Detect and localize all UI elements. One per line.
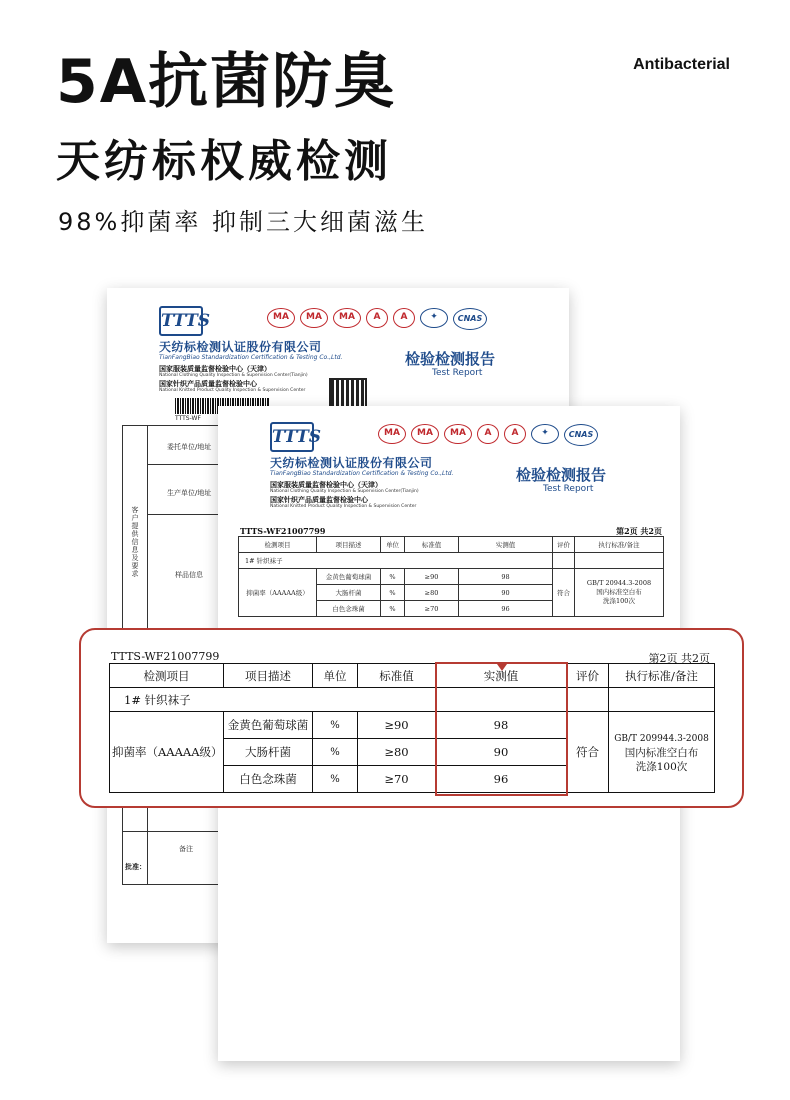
certification-marks — [378, 424, 598, 446]
cma-mark-icon: MA — [378, 424, 406, 444]
standard-cell: ≥80 — [405, 585, 459, 601]
center-name-2-en: National Knitted Product Quality Inspection & Supervision Center — [270, 504, 417, 509]
cnas-mark: CNAS — [453, 308, 487, 330]
standard-cell: ≥80 — [358, 739, 436, 766]
results-table-mini — [238, 536, 664, 617]
ilac-mark-icon: ✦ — [531, 424, 559, 444]
col-header: 评价 — [553, 537, 575, 553]
center-name-1-en: National Clothing Quality Inspection & Supervision Center(Tianjin) — [270, 489, 419, 494]
cma-mark-icon: MA — [444, 424, 472, 444]
measured-cell: 90 — [459, 585, 553, 601]
measured-cell: 98 — [436, 712, 567, 739]
standard-note-cell — [575, 569, 664, 617]
col-header: 检测项目 — [239, 537, 317, 553]
unit-cell: % — [381, 585, 405, 601]
report-title-en: Test Report — [543, 484, 594, 494]
company-name: 天纺标检测认证股份有限公司 — [159, 340, 322, 354]
unit-cell: % — [313, 766, 358, 793]
cal-mark-icon: A — [477, 424, 499, 444]
results-callout — [79, 628, 744, 808]
report-number: TTTS-WF21007799 — [240, 526, 326, 536]
unit-cell: % — [381, 569, 405, 585]
center-name-2-en: National Knitted Product Quality Inspection & Supervision Center — [159, 388, 306, 393]
col-header: 执行标准/备注 — [575, 537, 664, 553]
cma-mark-icon: MA — [411, 424, 439, 444]
measured-cell: 98 — [459, 569, 553, 585]
evaluation-cell: 符合 — [553, 569, 575, 617]
report-title: 检验检测报告 — [516, 466, 607, 484]
standard-cell: ≥70 — [358, 766, 436, 793]
col-header-measured: 实测值 — [436, 664, 567, 688]
sample-row: 1# 针织袜子 — [239, 553, 553, 569]
desc-cell: 大肠杆菌 — [224, 739, 313, 766]
col-header: 实测值 — [459, 537, 553, 553]
producer-row-label: 生产单位/地址 — [167, 489, 212, 497]
center-name-2: 国家针织产品质量监督检验中心 — [270, 496, 368, 504]
report-code-stub: TTTS-WF — [175, 415, 201, 422]
standard-wash: 洗涤100次 — [635, 760, 688, 773]
company-name: 天纺标检测认证股份有限公司 — [270, 456, 433, 470]
standard-cell: ≥90 — [358, 712, 436, 739]
results-table — [109, 663, 715, 793]
col-header: 项目描述 — [317, 537, 381, 553]
standard-blank: 国内标准空白布 — [624, 746, 699, 759]
page-indicator: 第2页 共2页 — [648, 652, 710, 665]
report-number: TTTS-WF21007799 — [111, 650, 220, 663]
standard-code: GB/T 209944.3-2008 — [614, 733, 709, 744]
page-title: 5A抗菌防臭 — [56, 47, 397, 117]
page-indicator: 第2页 共2页 — [616, 526, 662, 536]
col-header-unit: 单位 — [313, 664, 358, 688]
item-cell: 抑菌率（AAAAA级） — [239, 569, 317, 617]
standard-cell: ≥70 — [405, 601, 459, 617]
col-header-standard: 标准值 — [358, 664, 436, 688]
sample-row: 1# 针织袜子 — [110, 688, 567, 712]
ilac-mark-icon: ✦ — [420, 308, 448, 328]
desc-cell: 白色念珠菌 — [224, 766, 313, 793]
center-name-1-en: National Clothing Quality Inspection & Supervision Center(Tianjin) — [159, 373, 308, 378]
standard-blank: 国内标准空白布 — [596, 588, 642, 596]
col-header-note: 执行标准/备注 — [609, 664, 715, 688]
sample-info-label: 样品信息 — [175, 571, 203, 579]
col-header: 标准值 — [405, 537, 459, 553]
cma-mark-icon: MA — [300, 308, 328, 328]
cma-mark-icon: MA — [267, 308, 295, 328]
client-row-label: 委托单位/地址 — [167, 443, 212, 451]
unit-cell: % — [381, 601, 405, 617]
unit-cell: % — [313, 739, 358, 766]
caret-down-icon — [497, 664, 507, 671]
qr-code-icon — [329, 378, 367, 408]
report-title-en: Test Report — [432, 368, 483, 378]
cal-mark-icon: A — [504, 424, 526, 444]
desc-cell: 大肠杆菌 — [317, 585, 381, 601]
company-name-en: TianFangBiao Standardization Certification & Testing Co.,Ltd. — [159, 354, 343, 361]
center-name-1: 国家服装质量监督检验中心（天津） — [270, 481, 382, 489]
item-cell: 抑菌率（AAAAA级） — [110, 712, 224, 793]
company-name-en: TianFangBiao Standardization Certification & Testing Co.,Ltd. — [270, 470, 454, 477]
ttts-logo: TTTS — [270, 422, 314, 452]
center-name-2: 国家针织产品质量监督检验中心 — [159, 380, 257, 388]
approve-label: 批准： — [125, 863, 146, 871]
cnas-mark: CNAS — [564, 424, 598, 446]
center-name-1: 国家服装质量监督检验中心（天津） — [159, 365, 271, 373]
report-title: 检验检测报告 — [405, 350, 496, 368]
col-header-desc: 项目描述 — [224, 664, 313, 688]
client-info-label: 客户提供信息及要求 — [131, 506, 139, 578]
standard-note-cell — [609, 712, 715, 793]
cal-mark-icon: A — [366, 308, 388, 328]
measured-cell: 96 — [436, 766, 567, 793]
measured-cell: 90 — [436, 739, 567, 766]
standard-cell: ≥90 — [405, 569, 459, 585]
standard-wash: 洗涤100次 — [603, 597, 635, 605]
tagline: 98%抑菌率 抑制三大细菌滋生 — [58, 208, 428, 236]
cal-mark-icon: A — [393, 308, 415, 328]
measured-cell: 96 — [459, 601, 553, 617]
ttts-logo: TTTS — [159, 306, 203, 336]
col-header-item: 检测项目 — [110, 664, 224, 688]
page-subtitle: 天纺标权威检测 — [56, 136, 392, 187]
col-header-evaluation: 评价 — [567, 664, 609, 688]
desc-cell: 金黄色葡萄球菌 — [224, 712, 313, 739]
unit-cell: % — [313, 712, 358, 739]
english-label: Antibacterial — [633, 56, 730, 73]
certification-marks — [267, 308, 487, 330]
evaluation-cell: 符合 — [567, 712, 609, 793]
desc-cell: 白色念珠菌 — [317, 601, 381, 617]
desc-cell: 金黄色葡萄球菌 — [317, 569, 381, 585]
col-header: 单位 — [381, 537, 405, 553]
cma-mark-icon: MA — [333, 308, 361, 328]
standard-code: GB/T 20944.3-2008 — [586, 579, 652, 587]
remark-label: 备注 — [179, 845, 193, 853]
